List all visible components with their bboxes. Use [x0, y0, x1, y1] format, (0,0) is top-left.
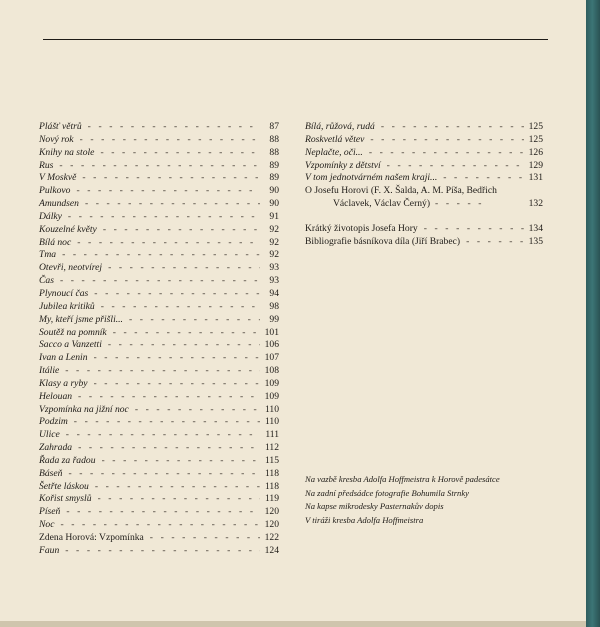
toc-entry-title: Řada za řadou	[39, 454, 96, 466]
toc-entry-page: 110	[264, 403, 279, 415]
dot-leader	[113, 327, 260, 340]
dot-leader	[94, 288, 260, 301]
toc-entry	[39, 301, 279, 314]
dot-leader	[66, 506, 260, 519]
toc-entry-title: Amundsen	[39, 198, 79, 210]
toc-entry	[39, 224, 279, 237]
toc-entry-title: V Moskvě	[39, 172, 77, 184]
dot-leader	[95, 481, 260, 494]
toc-entry-title: Otevři, neotvírej	[39, 262, 103, 274]
toc-entry	[39, 160, 279, 173]
toc-entry-page: 92	[269, 236, 279, 248]
toc-entry-title: Klasy a ryby	[39, 377, 88, 389]
toc-entry-page: 90	[269, 198, 279, 210]
toc-entry-title: Nový rok	[39, 133, 74, 145]
toc-entry-title: Rus	[39, 159, 54, 171]
toc-entry	[39, 545, 279, 558]
toc-entry-page: 89	[269, 172, 279, 184]
dot-leader	[78, 442, 260, 455]
toc-entry-page: 122	[264, 532, 279, 543]
page-bottom-edge	[0, 621, 586, 627]
toc-entry	[39, 365, 279, 378]
toc-entry-page: 126	[528, 146, 543, 158]
dot-leader	[369, 147, 524, 160]
toc-entry-page: 94	[269, 287, 279, 299]
toc-entry-title: Píseň	[39, 506, 61, 518]
section-gap	[305, 211, 543, 223]
toc-entry-title: Bibliografie básníkova díla (Jiří Brabec)	[305, 235, 461, 247]
toc-entry-title: Zahrada	[39, 442, 73, 454]
top-rule	[43, 39, 548, 40]
toc-entry-title: Čas	[39, 275, 54, 287]
toc-entry	[305, 121, 543, 134]
toc-entry-page: 98	[269, 300, 279, 312]
toc-entry-page: 107	[264, 352, 279, 364]
toc-entry	[39, 339, 279, 352]
illustration-note: Na zadní předsádce fotografie Bohumila Strnky	[305, 487, 469, 498]
toc-entry-page: 93	[269, 262, 279, 274]
toc-entry-page: 118	[264, 467, 279, 479]
dot-leader	[102, 455, 261, 468]
toc-entry	[39, 391, 279, 404]
toc-entry-page: 118	[264, 480, 279, 492]
toc-entry	[39, 506, 279, 519]
toc-entry	[39, 327, 279, 340]
dot-leader	[60, 519, 260, 532]
dot-leader	[98, 493, 260, 506]
dot-leader	[100, 147, 260, 160]
toc-entry-page: 120	[264, 506, 279, 518]
toc-entry-page: 90	[269, 185, 279, 197]
dot-leader	[85, 198, 260, 211]
toc-entry	[39, 352, 279, 365]
toc-entry-title: My, kteří jsme přišli...	[39, 313, 123, 325]
toc-entry	[39, 147, 279, 160]
toc-entry-page: 92	[269, 249, 279, 261]
toc-left-column	[39, 121, 279, 558]
illustration-note: Na vazbě kresba Adolfa Hoffmeistra k Horově padesátce	[305, 474, 500, 484]
dot-leader	[381, 121, 524, 134]
toc-entry-page: 134	[528, 222, 543, 234]
toc-entry	[39, 275, 279, 288]
toc-entry-title: Bílá, růžová, rudá	[305, 121, 375, 132]
toc-entry-title: Noc	[39, 519, 55, 531]
toc-entry-page: 88	[269, 146, 279, 158]
toc-entry	[305, 134, 543, 147]
dot-leader	[94, 352, 261, 365]
toc-entry-title: Plynoucí čas	[39, 287, 89, 299]
toc-entry-title: Itálie	[39, 365, 60, 377]
dot-leader	[66, 429, 260, 442]
toc-entry-title: Faun	[39, 544, 60, 556]
toc-entry-title: V tom jednotvárném našem kraji...	[305, 172, 438, 184]
toc-entry-title: O Josefu Horovi (F. X. Šalda, A. M. Píša, Bedřich	[305, 185, 497, 197]
toc-entry-title: Jubilea kritiků	[39, 300, 95, 312]
toc-entry-page: 129	[528, 159, 543, 171]
toc-entry	[39, 429, 279, 442]
toc-entry	[39, 249, 279, 262]
dot-leader	[82, 172, 260, 185]
toc-entry-page: 93	[269, 275, 279, 287]
dot-leader	[60, 275, 260, 288]
toc-entry-title: Soutěž na pomník	[39, 326, 107, 338]
dot-leader	[59, 160, 260, 173]
dot-leader	[370, 134, 524, 147]
dot-leader	[101, 301, 260, 314]
dot-leader	[387, 160, 524, 173]
dot-leader	[68, 211, 260, 224]
illustration-notes	[305, 473, 550, 527]
toc-entry-page: 99	[269, 313, 279, 325]
toc-entry-page: 131	[528, 172, 543, 184]
toc-entry-title: Neplačte, oči...	[305, 146, 363, 158]
toc-entry	[39, 211, 279, 224]
toc-right-column	[305, 121, 543, 249]
toc-entry-title: Vzpomínky z dětství	[305, 159, 381, 171]
dot-leader	[76, 185, 260, 198]
toc-entry-page: 120	[264, 519, 279, 531]
toc-entry	[39, 481, 279, 494]
toc-entry-title: Sacco a Vanzetti	[39, 339, 102, 351]
toc-entry	[305, 223, 543, 236]
toc-entry	[39, 172, 279, 185]
toc-entry-page: 135	[528, 235, 543, 247]
toc-entry	[39, 262, 279, 275]
toc-entry-title: Šetřte láskou	[39, 480, 89, 492]
toc-entry-title: Kořist smyslů	[39, 493, 92, 505]
toc-entry-page: 109	[264, 390, 279, 402]
toc-entry-page: 125	[528, 121, 543, 132]
toc-entry-title: Pulkovo	[39, 185, 71, 197]
toc-entry-title: Dálky	[39, 210, 62, 222]
dot-leader	[424, 223, 524, 236]
dot-leader	[108, 262, 260, 275]
toc-entry-title: Tma	[39, 249, 57, 261]
toc-entry-page: 87	[269, 121, 279, 132]
dot-leader	[77, 237, 260, 250]
toc-entry-page: 108	[264, 365, 279, 377]
toc-entry-page: 124	[264, 544, 279, 556]
dot-leader	[129, 314, 260, 327]
dot-leader	[94, 378, 261, 391]
dot-leader	[65, 545, 260, 558]
toc-entry-title: Knihy na stole	[39, 146, 95, 158]
toc-entry-page: 106	[264, 339, 279, 351]
dot-leader	[103, 224, 260, 237]
dot-leader	[150, 532, 260, 545]
toc-entry	[305, 147, 543, 160]
toc-entry-page: 132	[528, 198, 543, 210]
toc-entry-title: Vzpomínka na jižní noc	[39, 403, 129, 415]
toc-entry-title: Bílá noc	[39, 236, 72, 248]
toc-entry-page: 92	[269, 223, 279, 235]
illustration-note: Na kapse mikrodesky Pasternakův dopis	[305, 501, 444, 512]
book-spine-edge	[586, 0, 600, 627]
dot-leader	[80, 134, 260, 147]
dot-leader	[78, 391, 260, 404]
toc-entry	[39, 455, 279, 468]
dot-leader	[62, 249, 260, 262]
toc-entry-title: Podzim	[39, 416, 68, 428]
toc-entry	[39, 237, 279, 250]
toc-entry-title: Krátký životopis Josefa Hory	[305, 222, 418, 234]
toc-entry	[305, 160, 543, 173]
toc-entry	[305, 236, 543, 249]
dot-leader	[466, 236, 524, 249]
toc-entry	[39, 442, 279, 455]
toc-entry-page: 111	[265, 429, 279, 441]
dot-leader	[68, 468, 260, 481]
toc-entry-page: 88	[269, 133, 279, 145]
dot-leader	[88, 121, 260, 134]
toc-entry-title: Ulice	[39, 429, 60, 441]
toc-entry-title: Roskvetlá větev	[305, 133, 365, 145]
toc-entry-title-cont: Václavek, Václav Černý)	[333, 198, 431, 210]
toc-entry-page: 89	[269, 159, 279, 171]
toc-entry-page: 91	[269, 210, 279, 222]
toc-entry-essays: O Josefu Horovi (F. X. Šalda, A. M. Píša, Bedřich Václavek, Václav Černý) - - - - - 132	[305, 185, 543, 210]
toc-entry	[305, 172, 543, 185]
toc-entry	[39, 121, 279, 134]
dot-leader	[74, 416, 260, 429]
toc-entry	[39, 468, 279, 481]
toc-entry-page: 110	[264, 416, 279, 428]
toc-entry-page: 125	[528, 133, 543, 145]
dot-leader	[108, 339, 260, 352]
toc-entry-title: Plášť větrů	[39, 121, 82, 132]
toc-entry	[39, 134, 279, 147]
toc-entry	[39, 416, 279, 429]
toc-entry	[39, 185, 279, 198]
toc-entry	[39, 288, 279, 301]
toc-entry-title: Zdena Horová: Vzpomínka	[39, 532, 144, 543]
dot-leader	[65, 365, 260, 378]
toc-entry-page: 119	[264, 493, 279, 505]
dot-leader	[135, 404, 260, 417]
toc-entry	[39, 404, 279, 417]
toc-entry	[39, 198, 279, 211]
toc-entry-page: 109	[264, 377, 279, 389]
toc-entry	[39, 532, 279, 545]
toc-entry	[39, 314, 279, 327]
toc-entry	[39, 493, 279, 506]
toc-entry-page: 115	[264, 454, 279, 466]
illustration-note: V tiráži kresba Adolfa Hoffmeistra	[305, 514, 424, 525]
toc-entry	[39, 519, 279, 532]
toc-entry	[39, 378, 279, 391]
toc-entry-page: 101	[264, 326, 279, 338]
toc-entry-title: Ivan a Lenin	[39, 352, 88, 364]
toc-entry-page: 112	[264, 442, 279, 454]
toc-entry-title: Báseň	[39, 467, 63, 479]
toc-entry-title: Helouan	[39, 390, 73, 402]
toc-entry-title: Kouzelné květy	[39, 223, 97, 235]
dot-leader	[443, 172, 524, 185]
